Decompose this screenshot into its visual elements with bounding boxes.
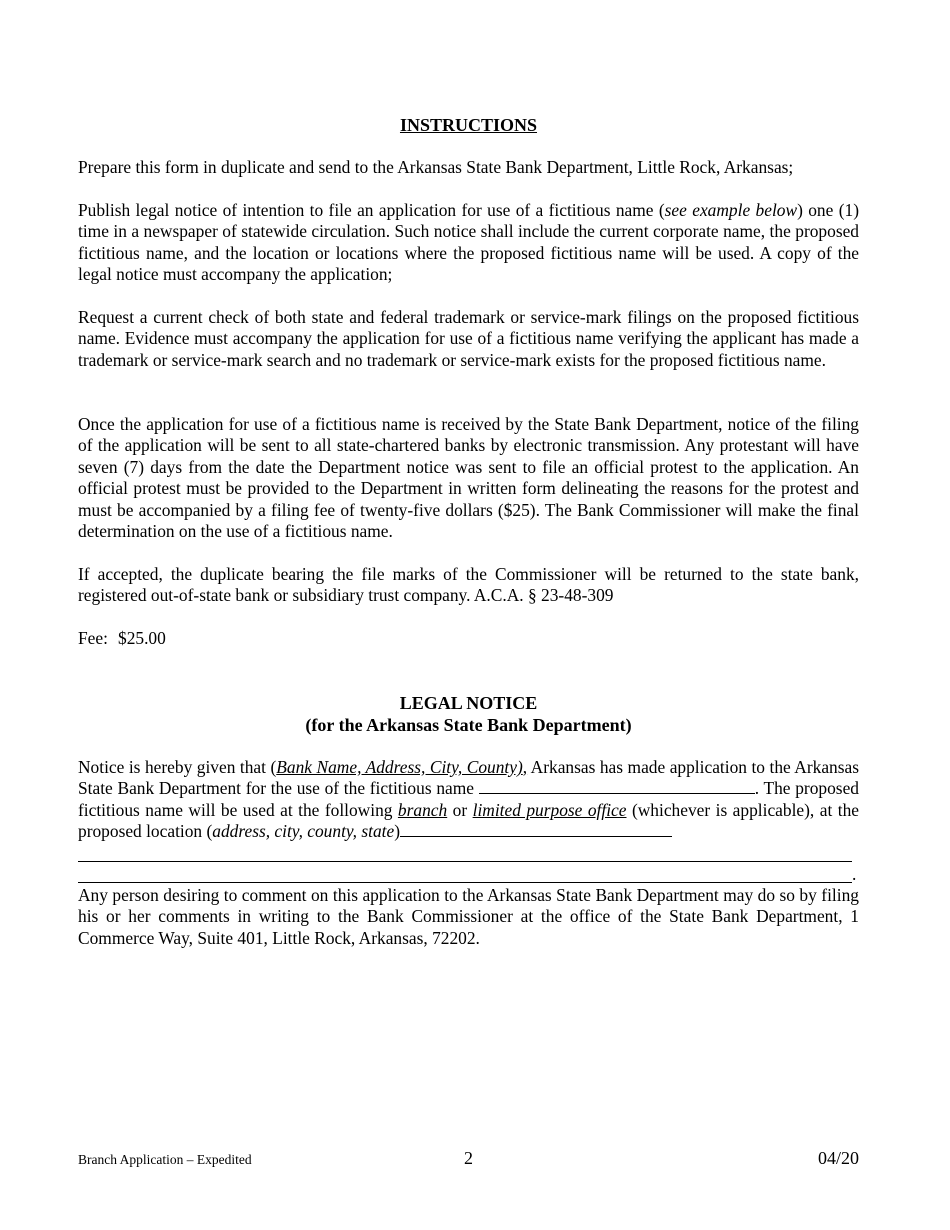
instructions-paragraph-5: If accepted, the duplicate bearing the file marks of the Commissioner will be returned to the state bank, registered out-of-state bank or subsidiary trust company. A.C.A. § 23-48-309: [78, 564, 859, 606]
fee-value: $25.00: [118, 628, 166, 648]
bank-name-placeholder: Bank Name, Address, City, County): [276, 757, 523, 777]
location-placeholder: address, city, county, state: [212, 821, 395, 842]
footer-form-name: Branch Application – Expedited: [78, 1152, 252, 1167]
footer-revision-date: 04/20: [817, 1148, 859, 1168]
fee-label: Fee:: [78, 628, 108, 648]
footer-page-number: 2: [464, 1148, 473, 1168]
legal-notice-subheading: (for the Arkansas State Bank Department): [305, 715, 632, 735]
fee-line: [78, 628, 859, 649]
branch-option: branch: [397, 799, 448, 820]
legal-notice-paragraph: Notice is hereby given that (Bank Name, Address, City, County), Arkansas has made application to the Arkansas State Bank Department for the use of the fictitious name . The proposed fictitious name will be used at the following branch or limited purpose office (whichever is applicable), at the proposed location (address, city, county, state): [78, 757, 859, 842]
limited-purpose-office-option: limited purpose office: [472, 799, 627, 820]
instructions-paragraph-1: Prepare this form in duplicate and send to the Arkansas State Bank Department, Little Rock, Arkansas;: [78, 157, 794, 177]
comment-paragraph: Any person desiring to comment on this application to the Arkansas State Bank Department may do so by filing his or her comments in writing to the Bank Commissioner at the office of the State Bank Department, 1 Commerce Way, Suite 401, Little Rock, Arkansas, 72202.: [78, 885, 859, 948]
instructions-heading: INSTRUCTIONS: [399, 115, 538, 135]
proposed-location-field-line-3[interactable]: [78, 882, 852, 883]
line-end-period: .: [852, 864, 857, 884]
proposed-location-field-line-2[interactable]: [78, 861, 852, 862]
proposed-location-field-line-1[interactable]: [400, 821, 672, 837]
fictitious-name-field[interactable]: [479, 778, 755, 794]
legal-notice-heading: LEGAL NOTICE: [399, 693, 538, 713]
instructions-paragraph-3: Request a current check of both state and federal trademark or service-mark filings on the proposed fictitious name. Evidence must accompany the application for use of a fictitious name verifying the applicant has made a trademark or service-mark search and no trademark or service-mark exists for the proposed fictitious name.: [78, 307, 859, 370]
instructions-paragraph-2: Publish legal notice of intention to file an application for use of a fictitious name (see example below) one (1) time in a newspaper of statewide circulation. Such notice shall include the current corporate name, the proposed fictitious name, and the location or locations where the proposed fictitious name will be used. A copy of the legal notice must accompany the application;: [78, 200, 859, 285]
instructions-paragraph-4: Once the application for use of a fictitious name is received by the State Bank Department, notice of the filing of the application will be sent to all state-chartered banks by electronic transmission. Any protestant will have seven (7) days from the date the Department notice was sent to file an official protest to the application. An official protest must be provided to the Department in written form delineating the reasons for the protest and must be accompanied by a filing fee of twenty-five dollars ($25). The Bank Commissioner will make the final determination on the use of a fictitious name.: [78, 414, 859, 542]
document-page: [78, 0, 859, 1230]
